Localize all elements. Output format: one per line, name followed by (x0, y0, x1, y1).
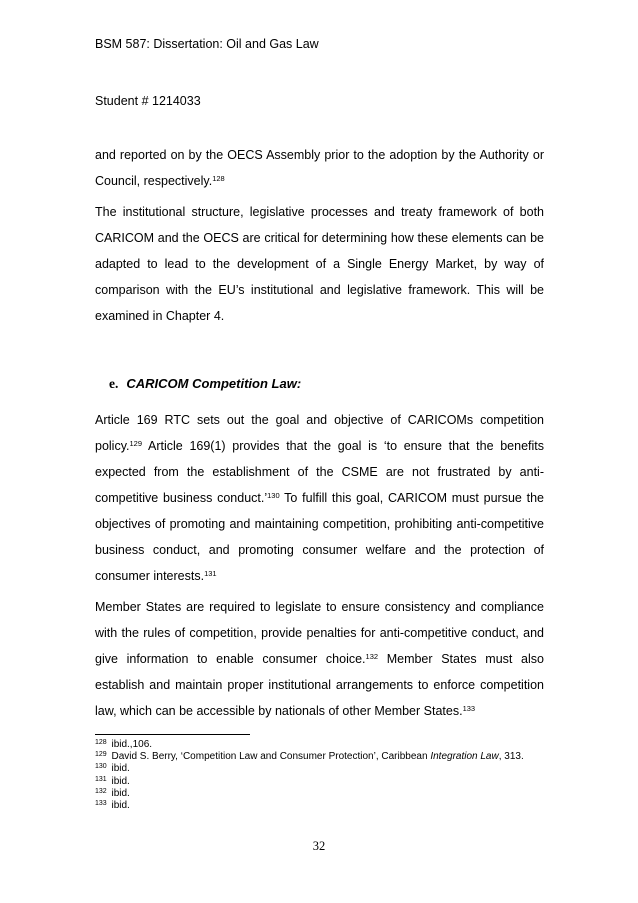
student-id: Student # 1214033 (95, 94, 201, 108)
footnote-ref-130[interactable]: 130 (267, 491, 280, 500)
footnote-ref-132[interactable]: 132 (365, 652, 379, 661)
footnote-ref-131[interactable]: 131 (204, 569, 217, 578)
section-title: CARICOM Competition Law (126, 376, 297, 391)
section-heading: e. CARICOM Competition Law: (109, 376, 302, 391)
footnote-131: $^{131}$ ibid. (95, 775, 130, 787)
running-title: BSM 587: Dissertation: Oil and Gas Law (95, 37, 319, 51)
paragraph-1: and reported on by the OECS Assembly prior to the adoption by the Authority or Council, respectively.$^{128}$ (95, 148, 544, 188)
paragraph-4: Member States are required to legislate to ensure consistency and compliance with the rules of competition, provide penalties for anti-competitive conduct, and give information to enable consumer choice.$^{132}$ Member States must also establish and maintain proper institutional arrangements to enforce competition law, which can be accessible by nationals of other Member States.$^{133}$ (95, 600, 544, 718)
section-letter: e. (109, 376, 119, 391)
footnote-133: $^{133}$ ibid. (95, 800, 130, 812)
footnote-128: $^{128}$ ibid.,106. (95, 739, 153, 750)
footnotes (95, 739, 544, 812)
footnote-129: $^{129}$ David S. Berry, ‘Competition Law and Consumer Protection’, Caribbean Integration Law, 313. (95, 751, 524, 763)
footnote-separator (95, 734, 250, 735)
footnote-132: $^{132}$ ibid. (95, 787, 130, 799)
paragraph-3: Article 169 RTC sets out the goal and objective of CARICOMs competition policy.$^{129}$ Article 169(1) provides that the goal is ‘to ensure that the benefits expected from the establishment of the CSME are not frustrated by anti-competitive business conduct.’$^{130}$ To fulfill this goal, CARICOM must pursue the objectives of promoting and maintaining competition, prohibiting anti-competitive business conduct, and promoting consumer welfare and the protection of consumer interests.$^{131}$ (95, 413, 545, 583)
body-text (95, 142, 544, 724)
footnote-ref-129[interactable]: 129 (129, 439, 143, 448)
footnote-130: $^{130}$ ibid. (95, 763, 130, 775)
footnote-ref-133[interactable]: 133 (462, 704, 476, 713)
page-number: 32 (312, 839, 326, 853)
paragraph-2: The institutional structure, legislative processes and treaty framework of both CARICOM and the OECS are critical for determining how these elements can be adapted to lead to the development of a Single Energy Market, by way of comparison with the EU’s institutional and legislative framework. This will be examined in Chapter 4. (95, 205, 544, 323)
footnote-ref-128[interactable]: 128 (212, 174, 225, 183)
